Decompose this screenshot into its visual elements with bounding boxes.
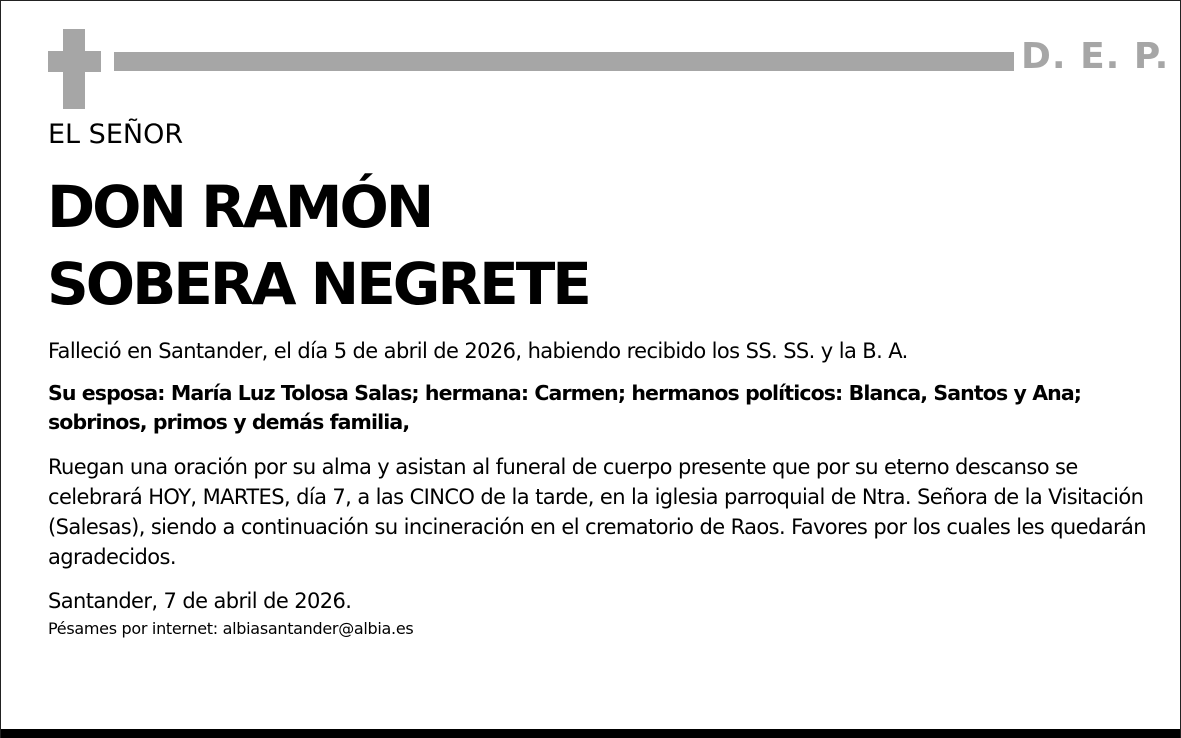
- header-rule: [114, 52, 1014, 71]
- place-date: Santander, 7 de abril de 2026.: [48, 589, 352, 613]
- bottom-border: [1, 729, 1180, 738]
- deceased-name-line2: SOBERA NEGRETE: [47, 250, 589, 318]
- condolences-contact: Pésames por internet: albiasantander@albia.es: [48, 619, 414, 638]
- deceased-name-line1: DON RAMÓN: [47, 173, 432, 241]
- funeral-request: Ruegan una oración por su alma y asistan al funeral de cuerpo presente que por su eterno descanso se celebrará HOY, MARTES, día 7, a las CINCO de la tarde, en la iglesia parroquial de Ntra. Señora de la Visitación (Salesas), siendo a continuación su incineración en el crematorio de Raos. Favores por los cuales les quedarán agradecidos.: [48, 455, 1146, 569]
- dep-label: D. E. P.: [1021, 36, 1170, 77]
- family-list: Su esposa: María Luz Tolosa Salas; hermana: Carmen; hermanos políticos: Blanca, Santos y Ana; sobrinos, primos y demás familia,: [48, 381, 1082, 434]
- cross-horizontal-bar: [48, 51, 101, 72]
- death-info: Falleció en Santander, el día 5 de abril de 2026, habiendo recibido los SS. SS. y la B. A.: [48, 339, 908, 363]
- title-prefix: EL SEÑOR: [48, 119, 184, 150]
